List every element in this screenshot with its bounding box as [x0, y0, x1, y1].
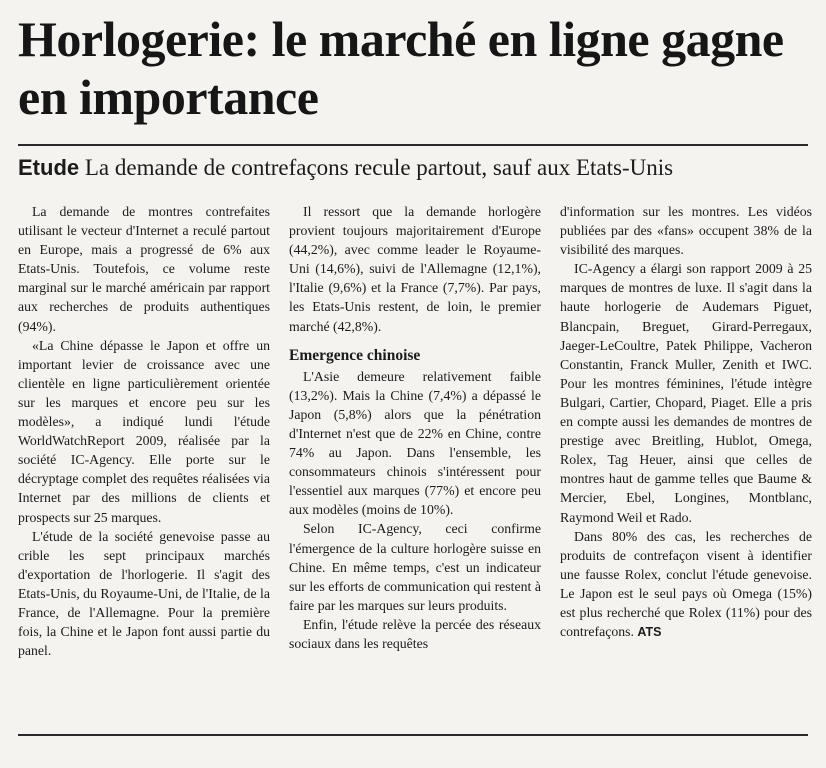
- paragraph: d'information sur les montres. Les vidéos publiées par des «fans» occupent 38% de la visibilité des marques.: [560, 204, 812, 258]
- paragraph: L'étude de la société genevoise passe au crible les sept principaux marchés d'exportation de l'horlogerie. Il s'agit des Etats-Unis, du Royaume-Uni, de l'Italie, de la France, de l'Allemagne. Pour la première fois, la Chine et le Japon font aussi partie du panel.: [18, 528, 270, 659]
- subtitle: La demande de contrefaçons recule partout, sauf aux Etats-Unis: [84, 155, 674, 180]
- paragraph: Enfin, l'étude relève la percée des réseaux sociaux dans les requêtes: [289, 616, 541, 651]
- column-1: [18, 202, 270, 660]
- column-3: [560, 202, 812, 642]
- top-rule: [18, 144, 808, 146]
- subheadline: [18, 152, 818, 184]
- paragraph: [560, 527, 812, 643]
- kicker: Etude: [18, 155, 80, 180]
- column-2: [289, 202, 541, 653]
- paragraph: La demande de montres contrefaites utilisant le vecteur d'Internet a reculé partout en Europe, mais a progressé de 6% aux Etats-Unis. Toutefois, ce volume reste marginal sur le marché américain par rapport aux recherches de produits authentiques (94%).: [18, 204, 270, 334]
- paragraph: Il ressort que la demande horlogère provient toujours majoritairement d'Europe (44,2%), avec comme leader le Royaume-Uni (14,6%), suivi de l'Allemagne (12,1%), l'Italie (9,6%) et la France (7,7%). Par pays, les Etats-Unis restent, de loin, le premier marché (42,8%).: [289, 204, 541, 334]
- paragraph: «La Chine dépasse le Japon et offre un important levier de croissance avec une clientèle en ligne particulièrement orientée sur les marques et encore peu sur les modèles», a indiqué lundi l'étude WorldWatchReport 2009, réalisée par la société IC-Agency. Elle porte sur le décryptage complet des requêtes réalisées via Internet par des millions de clients et prospects sur 25 marques.: [18, 337, 270, 525]
- bottom-rule: [18, 734, 808, 736]
- headline: Horlogerie: le marché en ligne gagne en importance: [18, 11, 784, 125]
- paragraph: Selon IC-Agency, ceci confirme l'émergence de la culture horlogère suisse en Chine. En même temps, c'est un indicateur sur les efforts de communication qui restent à faire par les marques sur leurs produits.: [289, 521, 541, 613]
- paragraph: IC-Agency a élargi son rapport 2009 à 25 marques de montres de luxe. Il s'agit dans la haute horlogerie de Audemars Piguet, Blancpain, Breguet, Girard-Perregaux, Jaeger-LeCoultre, Patek Philippe, Vacheron Constantin, Franck Muller, Zenith et IWC. Pour les montres féminines, l'étude intègre Bulgari, Cartier, Chopard, Piaget. Elle a pris en compte aussi les demandes de montres de prestige avec Breitling, Hublot, Omega, Rolex, Tag Heuer, ainsi que celles de montres haut de gamme telles que Baume & Mercier, Ebel, Longines, Montblanc, Raymond Weil et Rado.: [560, 261, 812, 525]
- paragraph: L'Asie demeure relativement faible (13,2%). Mais la Chine (7,4%) a dépassé le Japon (5,8%) alors que la pénétration d'Internet n'est que de 22% en Chine, contre 74% au Japon. Dans l'ensemble, les consommateurs chinois s'intéressent pour l'essentiel aux marques (77%) et encore peu aux modèles (moins de 10%).: [289, 368, 541, 518]
- paragraph-text: Dans 80% des cas, les recherches de produits de contrefaçon visent à identifier une fausse Rolex, conclut l'étude genevoise. Le Japon est le seul pays où Omega (15%) est plus recherché que Rolex (11%) pour des contrefaçons.: [560, 528, 812, 640]
- agency-signature: ATS: [637, 625, 662, 640]
- crosshead: Emergence chinoise: [289, 346, 421, 364]
